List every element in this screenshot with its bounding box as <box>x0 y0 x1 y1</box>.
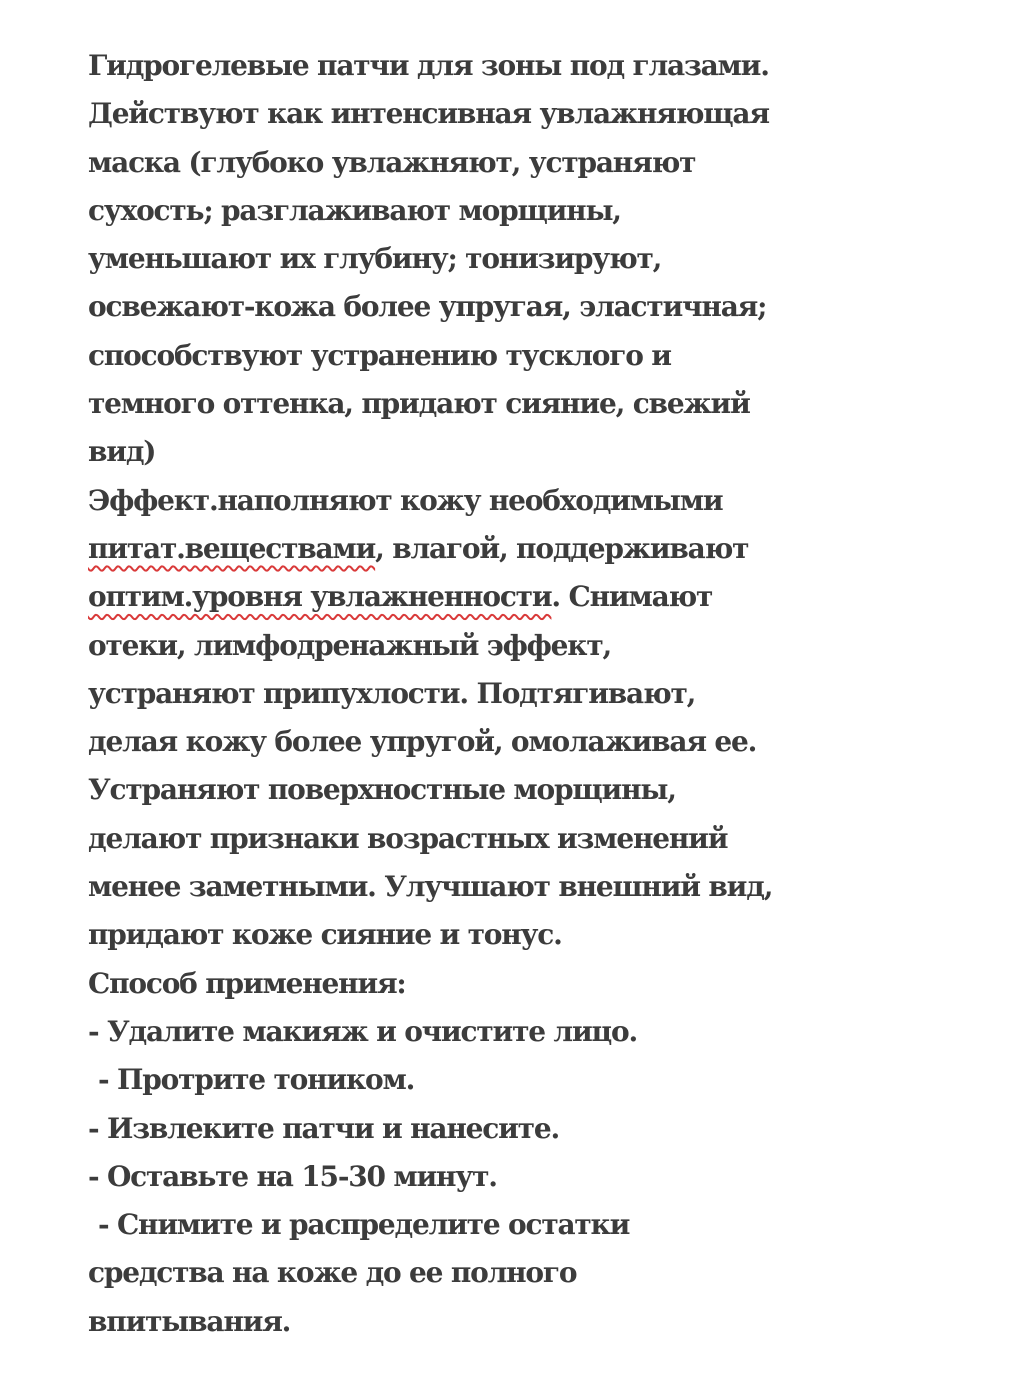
usage-step: - Снимите и распределите остатки <box>98 1208 630 1242</box>
usage-step: - Протрите тоником. <box>98 1063 415 1097</box>
effect-line: Устраняют поверхностные морщины, <box>88 773 676 807</box>
effect-line: менее заметными. Улучшают внешний вид, <box>88 870 773 904</box>
effect-line: делают признаки возрастных изменений <box>88 821 728 855</box>
usage-step: - Извлеките патчи и нанесите. <box>88 1111 559 1145</box>
usage-step: средства на коже до ее полного <box>88 1256 577 1290</box>
spellcheck-underlined-phrase[interactable]: оптим.уровня увлажненности <box>88 580 552 614</box>
description-line: уменьшают их глубину; тонизируют, <box>88 242 662 276</box>
description-line: вид) <box>88 435 156 469</box>
description-line: темного оттенка, придают сияние, свежий <box>88 387 750 421</box>
effect-line-text: . Снимают <box>551 580 713 614</box>
effect-line: делая кожу более упругой, омолаживая ее. <box>88 725 757 759</box>
spellcheck-underlined-word[interactable]: питат.веществами <box>88 531 376 565</box>
usage-step: - Оставьте на 15-30 минут. <box>88 1159 497 1193</box>
effect-line-text: , влагой, поддерживают <box>375 531 749 565</box>
description-line: освежают-кожа более упругая, эластичная; <box>88 290 767 324</box>
document-text <box>88 42 1008 1346</box>
description-line: маска (глубоко увлажняют, устраняют <box>88 145 696 179</box>
effect-line-2 <box>88 525 1008 573</box>
description-line: Действуют как интенсивная увлажняющая <box>88 97 769 131</box>
effect-line-3 <box>88 573 1008 621</box>
description-line: Гидрогелевые патчи для зоны под глазами. <box>88 49 769 82</box>
usage-step: - Удалите макияж и очистите лицо. <box>88 1014 638 1048</box>
usage-step: впитывания. <box>88 1304 291 1338</box>
effect-line: Эффект.наполняют кожу необходимыми <box>88 483 723 517</box>
effect-line: отеки, лимфодренажный эффект, <box>88 628 612 662</box>
description-line: способствуют устранению тусклого и <box>88 338 671 372</box>
usage-heading: Способ применения: <box>88 966 406 1000</box>
effect-line: устраняют припухлости. Подтягивают, <box>88 676 696 710</box>
description-line: сухость; разглаживают морщины, <box>88 193 621 227</box>
effect-line: придают коже сияние и тонус. <box>88 918 562 952</box>
